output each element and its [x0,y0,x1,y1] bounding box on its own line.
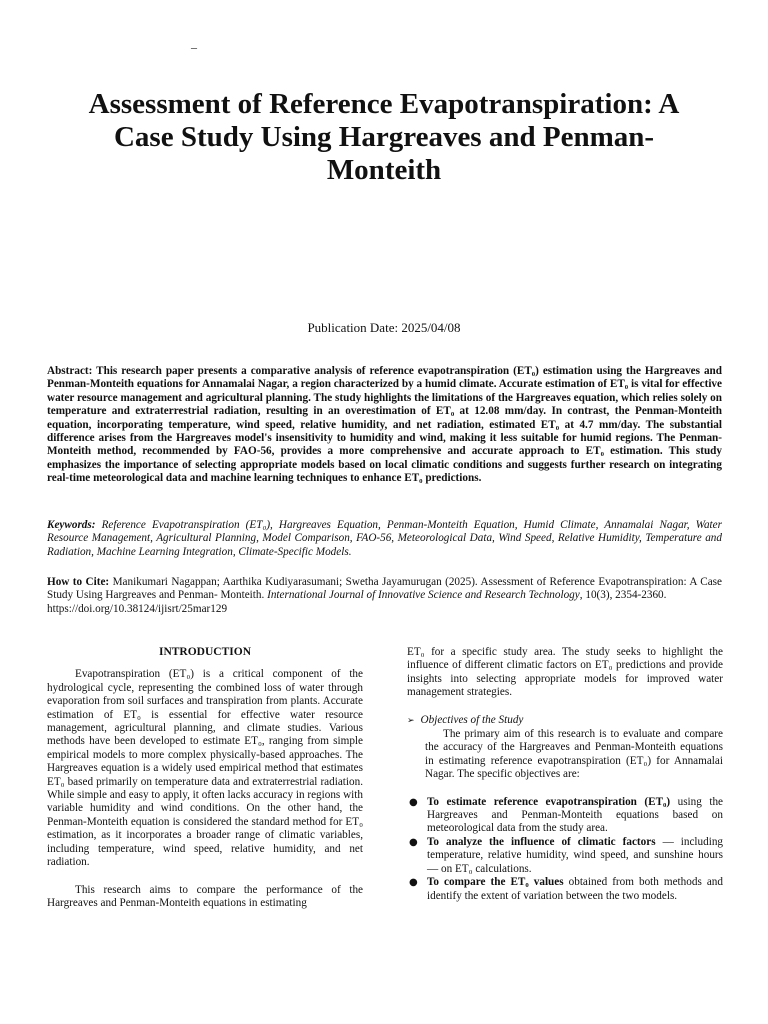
intro-paragraph-2: This research aims to compare the performance of the Hargreaves and Penman-Monteith equations in estimating [47,883,363,909]
intro-paragraph-1: Evapotranspiration (ET₀) is a critical component of the hydrological cycle, representing the combined loss of water through evaporation from soil surfaces and transpiration from plants. Accurate estimation of ET₀ is essential for effective water resource management, agricultural planning, and climate studies. Various methods have been developed to estimate ET₀, ranging from simple empirical models to more complex physically-based approaches. The Hargreaves equation is a widely used empirical method that estimates ET₀ based primarily on temperature data and extraterrestrial radiation. While simple and easy to apply, it often lacks accuracy in regions with variable humidity and wind conditions. On the other hand, the Penman-Monteith equation is considered the standard method for ET₀ estimation, as it incorporates a broader range of climatic variables, including temperature, wind speed, relative humidity, and net radiation. [47,668,363,869]
objective-3-text: obtained from both methods and identify the extent of variation between the two models. [427,876,723,902]
doi-link[interactable]: https://doi.org/10.38124/ijisrt/25mar129 [47,602,228,615]
list-item [409,795,723,836]
citation-authors: Manikumari Nagappan; Aarthika Kudiyarasumani; Swetha Jayamurugan (2025). Assessment of Reference Evapotranspiration: A Case Study Using Hargreaves and Penman- Monteith. [47,576,722,602]
objective-2-bold: To analyze the influence of climatic factors [427,835,656,848]
bullet-icon: ● [409,836,418,848]
header-mark: – [191,40,197,54]
citation-label: How to Cite: [47,576,110,588]
abstract [47,365,722,486]
objectives-heading-text: Objectives of the Study [420,713,524,726]
objectives-heading [407,714,723,728]
left-column [47,646,363,910]
list-item [409,835,724,876]
publication-date: Publication Date: 2025/04/08 [307,320,461,335]
objectives-intro: The primary aim of this research is to evaluate and compare the accuracy of the Hargreaves and Penman-Monteith equations in estimating reference evapotranspiration (ET₀) for Annamalai Nagar. The specific objectives are: [425,728,723,781]
keywords-label: Keywords: [47,519,96,531]
citation-journal: International Journal of Innovative Science and Research Technology [267,589,580,602]
objective-3-bold: To compare the ET₀ values [427,876,564,889]
paper-title: Assessment of Reference Evapotranspiration: A Case Study Using Hargreaves and Penman- Monteith [88,88,680,186]
abstract-text: This research paper presents a comparative analysis of reference evapotranspiration (ET₀) estimation using the Hargreaves and Penman-Monteith equations for Annamalai Nagar, a region characterized by a humid climate. Accurate estimation of ET₀ is vital for effective water resource management and agricultural planning. The study highlights the limitations of the Hargreaves equation, which relies solely on temperature and extraterrestrial radiation, resulting in an overestimation of ET₀ at 12.08 mm/day. In contrast, the Penman-Monteith equation, incorporating temperature, wind speed, relative humidity, and net radiation, estimated ET₀ at 4.7 mm/day. The substantial difference arises from the Hargreaves model's insensitivity to humidity and wind, making it less suitable for humid regions. The Penman-Monteith method, recommended by FAO-56, provides a more comprehensive and accurate approach to ET₀ estimation. This study emphasizes the importance of selecting appropriate models based on local climatic conditions and suggests further research on integrating real-time meteorological data and machine learning techniques to enhance ET₀ predictions. [47,365,722,485]
arrow-bullet-icon: ➢ [407,715,415,726]
citation [47,576,722,616]
bullet-icon: ● [409,877,418,889]
keywords [47,519,722,559]
keywords-text: Reference Evapotranspiration (ET₀), Hargreaves Equation, Penman-Monteith Equation, Humid Climate, Annamalai Nagar, Water Resource Management, Agricultural Planning, Model Comparison, FAO-56, Meteorological Data, Wind Speed, Relative Humidity, Temperature and Radiation, Machine Learning Integration, Climate-Specific Models. [47,519,722,558]
objective-2-text: — including temperature, relative humidity, wind speed, and sunshine hours — on ET₀ calculations. [427,835,724,875]
objectives-list [407,796,723,903]
citation-volume: , 10(3), 2354-2360. [579,589,667,602]
objective-1-bold: To estimate reference evapotranspiration (ET₀) [427,795,671,808]
list-item [409,876,723,903]
intro-paragraph-2-continued: ET₀ for a specific study area. The study seeks to highlight the influence of different climatic factors on ET₀ predictions and provide insights into selecting appropriate models for improved water management strategies. [407,646,723,699]
abstract-label: Abstract: [47,365,93,377]
objective-1-text: using the Hargreaves and Penman-Monteith equations based on meteorological data from the study area. [427,795,723,835]
right-column [407,646,723,903]
introduction-heading: INTRODUCTION [158,646,251,658]
bullet-icon: ● [409,796,418,808]
